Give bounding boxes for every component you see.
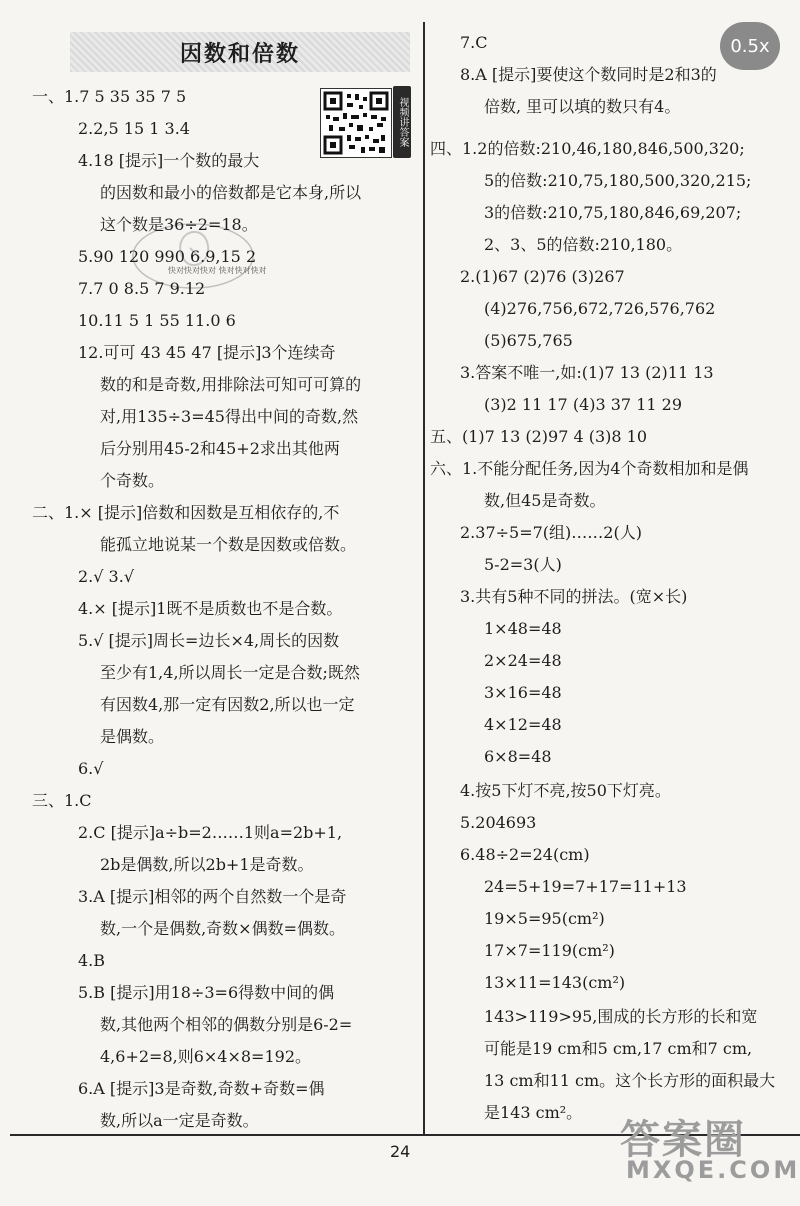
answer-line: 143>119>95,围成的长方形的长和宽 xyxy=(484,1007,758,1026)
answer-line: 3×16=48 xyxy=(484,683,562,702)
answer-line: 数,一个是偶数,奇数×偶数=偶数。 xyxy=(100,919,345,938)
answer-line: 2.2,5 15 1 3.4 xyxy=(78,119,190,138)
answer-line: 5.90 120 990 6.9,15 2 xyxy=(78,247,257,266)
answer-line: 19×5=95(cm²) xyxy=(484,909,605,928)
qr-label: 视频讲答案 xyxy=(393,86,411,158)
answer-line: 是偶数。 xyxy=(100,727,165,746)
answer-line: 四、1.2的倍数:210,46,180,846,500,320; xyxy=(430,139,745,158)
answer-line: (5)675,765 xyxy=(484,331,573,350)
answer-line: 4,6+2=8,则6×4×8=192。 xyxy=(100,1047,312,1066)
answer-line: 17×7=119(cm²) xyxy=(484,941,615,960)
answer-line: 4×12=48 xyxy=(484,715,562,734)
answer-line: 1×48=48 xyxy=(484,619,562,638)
answer-line: 6.√ xyxy=(78,759,104,778)
answer-line: 7.C xyxy=(460,33,488,52)
answer-line: (3)2 11 17 (4)3 37 11 29 xyxy=(484,395,682,414)
answer-line: 数,其他两个相邻的偶数分别是6-2= xyxy=(100,1015,353,1034)
answer-line: 4.按5下灯不亮,按50下灯亮。 xyxy=(460,781,671,800)
section-title-bar xyxy=(70,32,410,72)
answer-line: 数的和是奇数,用排除法可知可可算的 xyxy=(100,375,362,394)
answer-line: 2.C [提示]a÷b=2……1则a=2b+1, xyxy=(78,823,343,842)
answer-line: 5.204693 xyxy=(460,813,537,832)
watermark-brand: 答案圈 xyxy=(620,1117,746,1163)
answer-line: 2.(1)67 (2)76 (3)267 xyxy=(460,267,625,286)
answer-line: 4.18 [提示]一个数的最大 xyxy=(78,151,260,170)
answer-line: 可能是19 cm和5 cm,17 cm和7 cm, xyxy=(484,1039,753,1058)
corner-watermark xyxy=(620,1108,800,1184)
qr-code-icon[interactable] xyxy=(320,88,392,158)
answer-line: 24=5+19=7+17=11+13 xyxy=(484,877,687,896)
answer-line: 2.√ 3.√ xyxy=(78,567,135,586)
answer-line: 的因数和最小的倍数都是它本身,所以 xyxy=(100,183,362,202)
answer-line: 数,但45是奇数。 xyxy=(484,491,606,510)
answer-line: 三、1.C xyxy=(32,791,92,810)
answer-line: 2b是偶数,所以2b+1是奇数。 xyxy=(100,855,314,874)
answer-line: 数,所以a一定是奇数。 xyxy=(100,1111,259,1130)
answer-line: 2.37÷5=7(组)……2(人) xyxy=(460,523,642,542)
answer-line: 3.共有5种不同的拼法。(宽×长) xyxy=(460,587,688,606)
answer-line: 有因数4,那一定有因数2,所以也一定 xyxy=(100,695,355,714)
answer-line: 二、1.× [提示]倍数和因数是互相依存的,不 xyxy=(32,503,340,522)
watermark-small-text: 快对快对快对 快对快对快对 xyxy=(168,266,267,275)
answer-line-with-blank: 倍数, 里可以填的数只有4。 xyxy=(484,97,681,116)
answer-line: 3.A [提示]相邻的两个自然数一个是奇 xyxy=(78,887,347,906)
answer-line: 4.B xyxy=(78,951,106,970)
answer-line: 能孤立地说某一个数是因数或倍数。 xyxy=(100,535,357,554)
answer-line: 五、(1)7 13 (2)97 4 (3)8 10 xyxy=(430,427,648,446)
answer-line: 至少有1,4,所以周长一定是合数;既然 xyxy=(100,663,360,682)
answer-line: 3.答案不唯一,如:(1)7 13 (2)11 13 xyxy=(460,363,714,382)
answer-line: 7.7 0 8.5 7 9.12 xyxy=(78,279,206,298)
page-number: 24 xyxy=(390,1142,411,1161)
answer-line: 2、3、5的倍数:210,180。 xyxy=(484,235,683,254)
watermark-url: MXQE.COM xyxy=(626,1156,800,1184)
column-divider xyxy=(423,22,425,1134)
answer-line: 13×11=143(cm²) xyxy=(484,973,626,992)
answer-line: 后分别用45-2和45+2求出其他两 xyxy=(100,439,340,458)
answer-line: 一、1.7 5 35 35 7 5 xyxy=(32,87,187,106)
answer-line: 5-2=3(人) xyxy=(484,555,562,574)
answer-line: 六、1.不能分配任务,因为4个奇数相加和是偶 xyxy=(430,459,749,478)
zoom-badge[interactable]: 0.5x xyxy=(720,22,780,70)
answer-line: 这个数是36÷2=18。 xyxy=(100,215,258,234)
answer-line: 2×24=48 xyxy=(484,651,562,670)
answer-line: 3的倍数:210,75,180,846,69,207; xyxy=(484,203,742,222)
answer-line: 8.A [提示]要使这个数同时是2和3的 xyxy=(460,65,717,84)
answer-line: 10.11 5 1 55 11.0 6 xyxy=(78,311,236,330)
answer-line: 5.√ [提示]周长=边长×4,周长的因数 xyxy=(78,631,340,650)
answer-line: 6.48÷2=24(cm) xyxy=(460,845,590,864)
answer-line: 5的倍数:210,75,180,500,320,215; xyxy=(484,171,752,190)
answer-line: 6×8=48 xyxy=(484,747,552,766)
answer-line: 6.A [提示]3是奇数,奇数+奇数=偶 xyxy=(78,1079,325,1098)
answer-line: 个奇数。 xyxy=(100,471,165,490)
answer-line: (4)276,756,672,726,576,762 xyxy=(484,299,716,318)
answer-line: 5.B [提示]用18÷3=6得数中间的偶 xyxy=(78,983,335,1002)
answer-line: 13 cm和11 cm。这个长方形的面积最大 xyxy=(484,1071,776,1090)
answer-line: 12.可可 43 45 47 [提示]3个连续奇 xyxy=(78,343,336,362)
answer-line: 对,用135÷3=45得出中间的奇数,然 xyxy=(100,407,359,426)
answer-line: 是143 cm²。 xyxy=(484,1103,583,1122)
answer-line xyxy=(484,96,680,118)
section-title: 因数和倍数 xyxy=(179,41,300,67)
answer-line: 4.× [提示]1既不是质数也不是合数。 xyxy=(78,599,343,618)
